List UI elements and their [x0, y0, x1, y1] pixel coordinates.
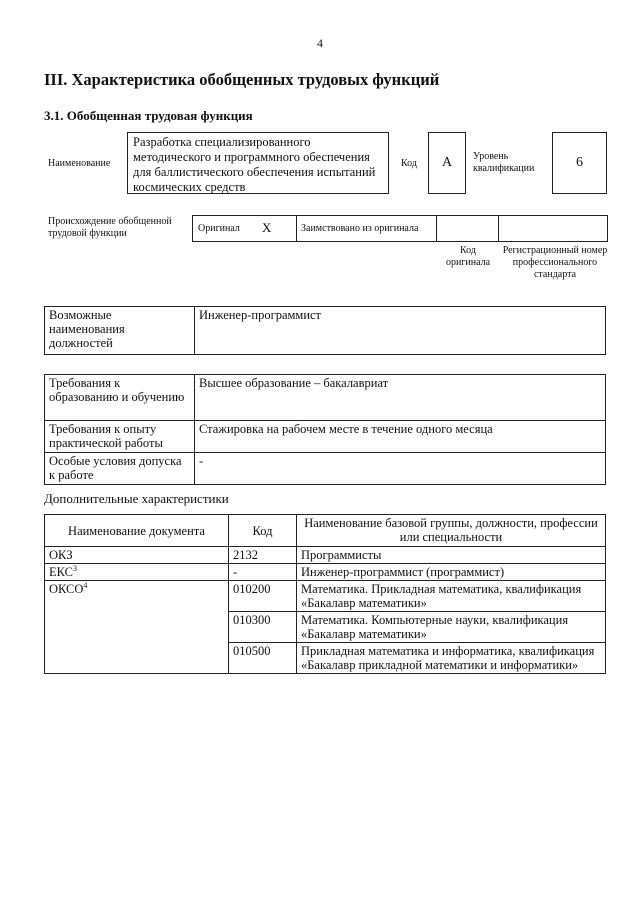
positions-table: [44, 306, 606, 355]
name-cell: Программисты: [297, 547, 606, 564]
doc-cell: ОКСО$^4$: [45, 581, 229, 674]
requirements-table: [44, 374, 606, 485]
footnote-mark: 3: [73, 563, 77, 573]
subsection-title: 3.1. Обобщенная трудовая функция: [44, 108, 253, 123]
section-title: III. Характеристика обобщенных трудовых функций: [44, 70, 440, 89]
requirement-label: Требования к образованию и обучению: [45, 375, 195, 421]
requirement-value: Высшее образование – бакалавриат: [195, 375, 606, 421]
name-cell: Прикладная математика и информатика, квалификация «Бакалавр прикладной математики и информатики»: [297, 643, 606, 674]
borrowed-label: Заимствовано из оригинала: [301, 223, 419, 234]
doc-cell: ОКЗ: [45, 547, 229, 564]
header-document: Наименование документа: [45, 515, 229, 547]
code-value: А: [428, 132, 466, 194]
additional-title: Дополнительные характеристики: [44, 491, 229, 506]
name-cell: Инженер-программист (программист): [297, 564, 606, 581]
qualification-level-value: 6: [552, 132, 607, 194]
additional-table: [44, 514, 606, 674]
positions-label: Возможные наименования должностей: [45, 307, 195, 355]
header-name: Наименование базовой группы, должности, профессии или специальности: [297, 515, 606, 547]
positions-value: Инженер-программист: [195, 307, 606, 355]
header-code: Код: [229, 515, 297, 547]
origin-label: Происхождение обобщенной трудовой функции: [48, 216, 172, 239]
code-label: Код: [401, 158, 417, 169]
requirement-value: -: [195, 453, 606, 485]
function-name-label: Наименование: [48, 158, 111, 169]
name-cell: Математика. Компьютерные науки, квалификация «Бакалавр математики»: [297, 612, 606, 643]
code-cell: 010200: [229, 581, 297, 612]
qualification-level-label: Уровень квалификации: [473, 151, 535, 174]
page-number: 4: [317, 36, 323, 50]
reg-number-caption: Регистрационный номер профессионального стандарта: [502, 245, 608, 280]
code-cell: -: [229, 564, 297, 581]
code-cell: 010300: [229, 612, 297, 643]
footnote-mark: 4: [83, 580, 88, 590]
requirement-value: Стажировка на рабочем месте в течение одного месяца: [195, 421, 606, 453]
function-name-value: Разработка специализированного методического и программного обеспечения для баллистического обеспечения испытаний космических средств: [127, 132, 389, 194]
name-cell: Математика. Прикладная математика, квалификация «Бакалавр математики»: [297, 581, 606, 612]
requirement-label: Особые условия допуска к работе: [45, 453, 195, 485]
code-original-caption: Код оригинала: [445, 245, 491, 268]
doc-cell: ЕКС$^3$: [45, 564, 229, 581]
code-cell: 010500: [229, 643, 297, 674]
origin-divider-1: [296, 215, 297, 242]
requirement-label: Требования к опыту практической работы: [45, 421, 195, 453]
origin-divider-3: [498, 215, 499, 242]
original-mark: X: [262, 220, 272, 235]
code-cell: 2132: [229, 547, 297, 564]
original-label: Оригинал: [198, 223, 240, 234]
origin-divider-2: [436, 215, 437, 242]
